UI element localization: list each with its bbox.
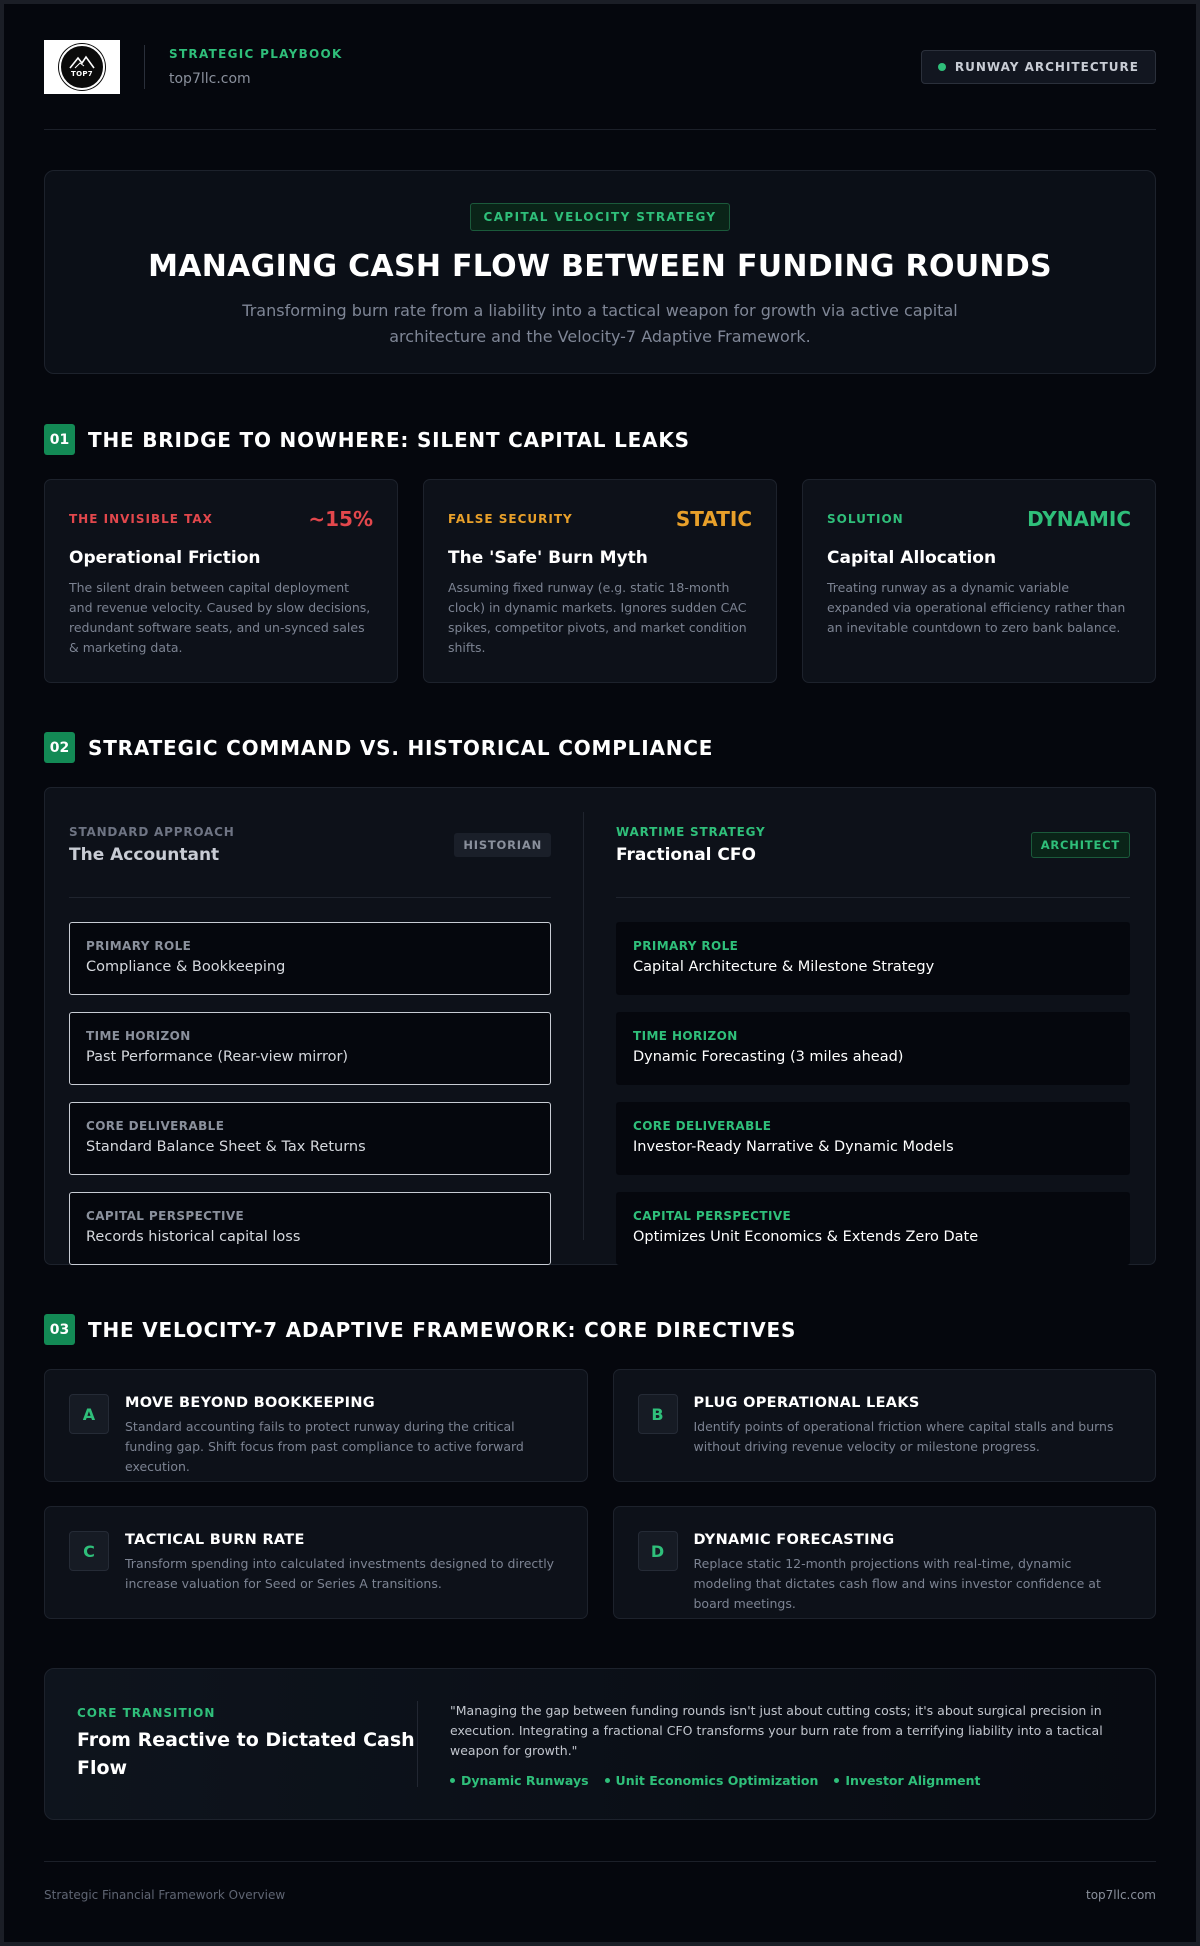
section-header [44,424,1156,455]
accountant-column [69,812,551,1264]
section-title: THE BRIDGE TO NOWHERE: SILENT CAPITAL LEAKS [88,427,690,452]
card-title: Capital Allocation [827,548,997,568]
directive-card-b [613,1369,1157,1482]
column-title: Fractional CFO [616,844,756,865]
row-value: Investor-Ready Narrative & Dynamic Models [633,1139,954,1155]
section-comparison [44,732,1156,1265]
footer-site: top7llc.com [1085,1887,1156,1902]
brand-site: top7llc.com [169,70,251,87]
directive-text: Transform spending into calculated investments designed to directly increase valuation for Seed or Series A transitions. [125,1556,555,1591]
leak-card-false-security [423,479,777,683]
directive-card-d [613,1506,1157,1619]
row-value: Capital Architecture & Milestone Strategy [633,959,935,975]
directive-text: Identify points of operational friction where capital stalls and burns without driving revenue velocity or milestone progress. [693,1419,1114,1454]
accountant-rows [69,922,551,1265]
brand-kicker: STRATEGIC PLAYBOOK [169,46,343,61]
card-title: The 'Safe' Burn Myth [448,548,648,568]
row-label: TIME HORIZON [86,1029,191,1043]
directive-card-c [44,1506,588,1619]
section-title: STRATEGIC COMMAND VS. HISTORICAL COMPLIANCE [88,735,714,760]
card-title: Operational Friction [69,548,261,568]
section-number: 01 [44,424,75,455]
column-title: The Accountant [69,844,220,865]
transition-title: From Reactive to Dictated Cash Flow [77,1729,415,1779]
list-item [69,922,551,995]
page [4,4,1196,1942]
brand [169,47,343,87]
leak-card-solution [802,479,1156,683]
hero-subtitle: Transforming burn rate from a liability into a tactical weapon for growth via active capital architecture and the Velocity-7 Adaptive Framework. [242,301,958,346]
card-kicker: THE INVISIBLE TAX [69,512,213,526]
directive-letter: D [638,1531,678,1571]
row-value: Dynamic Forecasting (3 miles ahead) [633,1049,904,1065]
card-kicker: FALSE SECURITY [448,512,573,526]
row-label: CAPITAL PERSPECTIVE [86,1209,245,1223]
architect-badge: ARCHITECT [1031,832,1130,858]
transition-tags [450,1773,1123,1788]
row-value: Standard Balance Sheet & Tax Returns [86,1139,366,1155]
list-item [69,1192,551,1265]
header-divider [144,45,145,89]
row-value: Records historical capital loss [86,1229,301,1245]
cfo-column [616,812,1130,1264]
list-item [616,922,1130,995]
card-stat: STATIC [675,507,752,531]
list-item [616,1192,1130,1265]
logo [44,40,120,94]
row-label: TIME HORIZON [633,1029,738,1043]
column-divider [583,812,584,1240]
status-dot-icon [938,63,946,71]
section-number: 02 [44,732,75,763]
section-directives [44,1314,1156,1619]
transition-kicker: CORE TRANSITION [77,1706,216,1720]
pill-label: RUNWAY ARCHITECTURE [954,59,1139,74]
leak-card-invisible-tax [44,479,398,683]
section-title: THE VELOCITY-7 ADAPTIVE FRAMEWORK: CORE DIRECTIVES [88,1317,797,1342]
column-kicker: WARTIME STRATEGY [616,824,766,839]
footer [44,1861,1156,1927]
transition-divider [417,1701,418,1787]
bullet-dot-icon [605,1778,610,1783]
card-stat: ~15% [308,507,373,531]
column-header [616,812,1130,898]
header [44,4,1156,130]
section-number: 03 [44,1314,75,1345]
directive-grid [44,1369,1156,1619]
directive-title: DYNAMIC FORECASTING [693,1532,895,1548]
historian-badge: HISTORIAN [454,833,551,857]
card-text: Treating runway as a dynamic variable expanded via operational efficiency rather than an inevitable countdown to zero bank balance. [827,580,1126,635]
bullet-dot-icon [450,1778,455,1783]
directive-text: Replace static 12-month projections with real-time, dynamic modeling that dictates cash flow and wins investor confidence at board meetings. [693,1556,1101,1611]
tag-dynamic-runways: Dynamic Runways [450,1773,589,1788]
tag-unit-economics: Unit Economics Optimization [605,1773,819,1788]
row-label: PRIMARY ROLE [633,939,739,953]
page-title: MANAGING CASH FLOW BETWEEN FUNDING ROUNDS [148,249,1052,284]
list-item [616,1102,1130,1175]
row-label: CORE DELIVERABLE [633,1119,772,1133]
cfo-rows [616,922,1130,1265]
directive-letter: A [69,1394,109,1434]
logo-mountain-icon [59,44,105,90]
directive-title: PLUG OPERATIONAL LEAKS [693,1395,920,1411]
column-header [69,812,551,898]
row-value: Past Performance (Rear-view mirror) [86,1049,349,1065]
hero [44,170,1156,374]
row-label: PRIMARY ROLE [86,939,192,953]
row-value: Compliance & Bookkeeping [86,959,286,975]
directive-card-a [44,1369,588,1482]
directive-letter: C [69,1531,109,1571]
directive-title: MOVE BEYOND BOOKKEEPING [125,1395,375,1411]
directive-letter: B [638,1394,678,1434]
runway-architecture-pill [921,50,1156,84]
footer-caption: Strategic Financial Framework Overview [44,1887,286,1902]
row-label: CAPITAL PERSPECTIVE [633,1209,792,1223]
comparison-panel [44,787,1156,1265]
logo-text: TOP7 [71,70,93,78]
list-item [616,1012,1130,1085]
transition-quote: "Managing the gap between funding rounds isn't just about cutting costs; it's about surgical precision in execution. Integrating a fractional CFO transforms your burn rate from a terrifying liability into a tactical weapon for growth." [450,1702,1103,1758]
column-kicker: STANDARD APPROACH [69,824,235,839]
card-kicker: SOLUTION [827,512,904,526]
section-silent-leaks [44,424,1156,683]
hero-tag: CAPITAL VELOCITY STRATEGY [470,203,729,231]
section-header [44,732,1156,763]
card-text: Assuming fixed runway (e.g. static 18-month clock) in dynamic markets. Ignores sudden CAC spikes, competitor pivots, and market condition shifts. [448,580,747,655]
list-item [69,1102,551,1175]
directive-title: TACTICAL BURN RATE [125,1532,305,1548]
core-transition-panel [44,1668,1156,1820]
bullet-dot-icon [834,1778,839,1783]
list-item [69,1012,551,1085]
section-header [44,1314,1156,1345]
tag-investor-alignment: Investor Alignment [834,1773,980,1788]
row-label: CORE DELIVERABLE [86,1119,225,1133]
card-text: The silent drain between capital deployment and revenue velocity. Caused by slow decisions, redundant software seats, and un-synced sales & marketing data. [69,580,371,655]
card-stat: DYNAMIC [1027,507,1131,531]
row-value: Optimizes Unit Economics & Extends Zero Date [633,1229,979,1245]
leak-cards [44,479,1156,683]
directive-text: Standard accounting fails to protect runway during the critical funding gap. Shift focus from past compliance to active forward execution. [125,1419,524,1474]
